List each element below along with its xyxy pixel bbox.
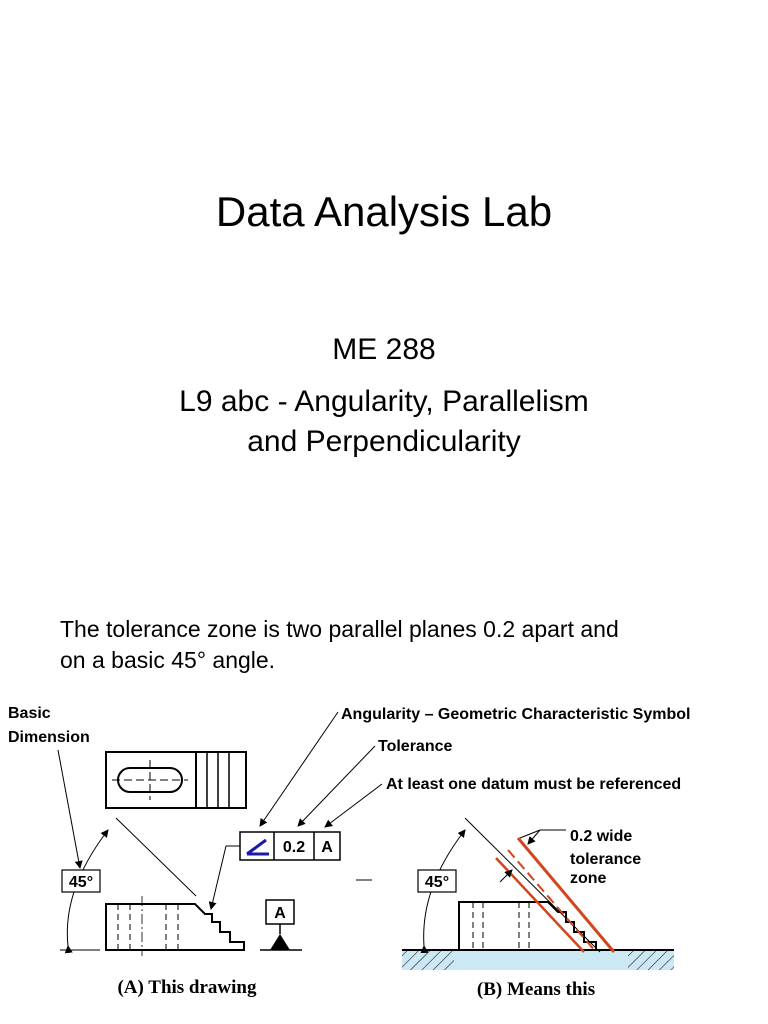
label-angularity: Angularity – Geometric Characteristic Symbol: [341, 706, 691, 723]
zone-label-line-2: tolerance: [570, 851, 642, 868]
feature-control-frame: [240, 832, 340, 860]
slide-subtitle: [0, 382, 768, 462]
caption-a: (A) This drawing: [117, 977, 257, 998]
basic-angle-a: 45°: [68, 874, 94, 891]
zone-label-line-3: zone: [570, 870, 607, 887]
basic-angle-b: 45°: [424, 874, 450, 891]
leader-angularity: [260, 712, 338, 826]
leader-datum: [325, 784, 382, 827]
body-line-2: on a basic 45° angle.: [60, 647, 276, 673]
slide-title: Data Analysis Lab: [215, 188, 553, 235]
part-interpretation-b: [402, 818, 674, 970]
leader-basic: [58, 750, 80, 868]
datum-symbol: [260, 900, 302, 950]
body-paragraph: [60, 614, 760, 676]
zone-label-line-1: 0.2 wide: [570, 828, 633, 845]
angularity-figure: [0, 690, 768, 1024]
fcf-datum-ref: A: [321, 839, 333, 856]
caption-b: (B) Means this: [476, 979, 596, 1000]
label-basic-line-2: Dimension: [8, 729, 90, 746]
course-code: ME 288: [332, 333, 436, 366]
subtitle-line-1: L9 abc - Angularity, Parallelism: [179, 385, 589, 418]
body-line-1: The tolerance zone is two parallel planes 0.2 apart and: [60, 616, 619, 642]
fcf-tolerance-value: 0.2: [282, 839, 306, 856]
label-tolerance: Tolerance: [378, 738, 453, 755]
datum-label: A: [274, 905, 286, 922]
label-datum-required: At least one datum must be referenced: [386, 776, 682, 793]
leader-tolerance: [298, 746, 375, 826]
part-top-view: [106, 752, 246, 808]
subtitle-line-2: and Perpendicularity: [247, 425, 521, 458]
label-basic-line-1: Basic: [8, 705, 51, 722]
